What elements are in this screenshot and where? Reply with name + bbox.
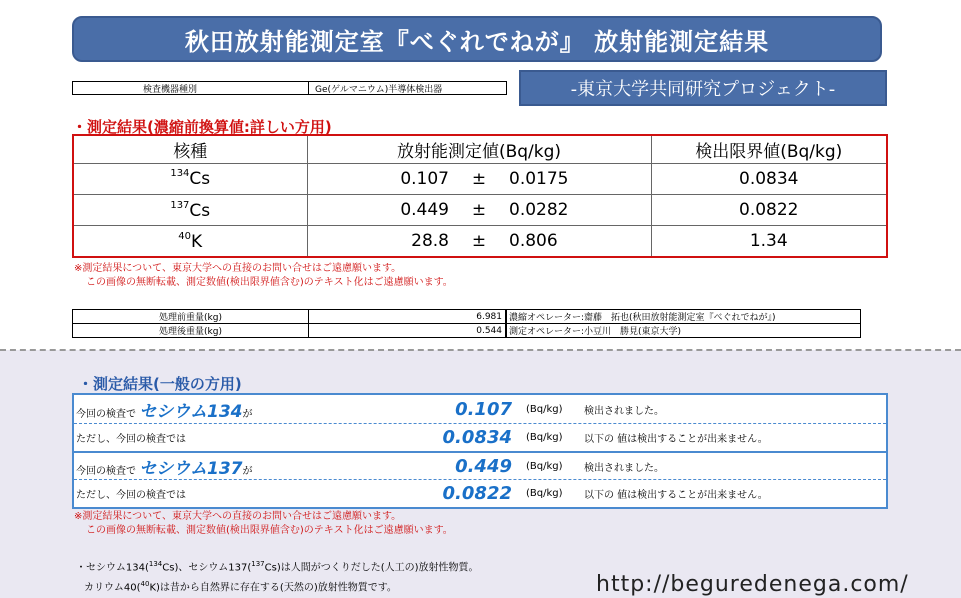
nuclide-cell — [73, 194, 307, 225]
page-title: 秋田放射能測定室『べぐれでねが』 放射能測定結果 — [72, 16, 882, 62]
activity-error: 0.0175 — [509, 168, 569, 189]
section-divider — [0, 349, 961, 351]
row-suffix: が — [242, 465, 253, 477]
list-item — [74, 423, 886, 451]
footnote-line: カリウム40($^{40}$K)は昔から自然界に存在する(天然の)放射性物質です。 — [84, 580, 397, 594]
general-unit: (Bq/kg) — [526, 488, 563, 499]
result-table — [72, 134, 888, 258]
element: Cs — [189, 169, 211, 190]
limit-cell: 1.34 — [651, 226, 887, 257]
table-row — [73, 310, 507, 324]
notice-line: ※測定結果について、東京大学への直接のお問い合せはご遠慮願います。 — [74, 511, 402, 522]
table-row — [73, 194, 887, 225]
general-value: 0.0822 — [442, 483, 512, 504]
general-value: 0.449 — [455, 455, 512, 477]
general-message: 以下の 値は検出することが出来ません。 — [584, 434, 768, 445]
activity-value: 0.449 — [400, 200, 449, 221]
project-banner: -東京大学共同研究プロジェクト- — [519, 70, 887, 106]
activity-error: 0.0282 — [509, 200, 569, 221]
notice-general — [74, 510, 453, 538]
mass-number: 134 — [170, 168, 190, 180]
activity-value: 28.8 — [411, 231, 449, 252]
weight-label: 処理前重量(kg) — [73, 310, 309, 324]
plus-minus: ± — [471, 231, 487, 252]
footnote — [76, 556, 479, 597]
nuclide-name: セシウム134 — [139, 401, 243, 422]
weight-value: 0.544 — [309, 324, 507, 338]
operator-measurement: 測定オペレーター:小豆川 勝見(東京大学) — [506, 324, 861, 338]
header-limit: 検出限界値(Bq/kg) — [651, 135, 887, 163]
notice-line: ※測定結果について、東京大学への直接のお問い合せはご遠慮願います。 — [74, 263, 402, 274]
notice-detailed — [74, 262, 453, 290]
activity-cell — [307, 163, 651, 194]
limit-cell: 0.0822 — [651, 194, 887, 225]
row-prefix: ただし、今回の検査では — [76, 434, 186, 445]
section-general-title: ・測定結果(一般の方用) — [78, 375, 242, 393]
operator-concentration: 濃縮オペレーター:齋藤 拓也(秋田放射能測定室『べぐれでねが』) — [506, 310, 861, 324]
row-suffix: が — [242, 408, 253, 420]
activity-cell — [307, 194, 651, 225]
row-prefix: 今回の検査で — [76, 465, 136, 477]
result-header-row — [73, 135, 887, 163]
general-unit: (Bq/kg) — [526, 460, 563, 472]
plus-minus: ± — [471, 168, 487, 189]
header-nuclide: 核種 — [73, 135, 307, 163]
weight-table — [72, 309, 507, 338]
list-item — [74, 451, 886, 479]
weight-value: 6.981 — [309, 310, 507, 324]
website-url: http://beguredenega.com/ — [596, 572, 909, 597]
general-message: 以下の 値は検出することが出来ません。 — [584, 490, 768, 501]
general-message: 検出されました。 — [584, 405, 664, 417]
list-item — [74, 395, 886, 423]
section-detailed-title: ・測定結果(濃縮前換算値:詳しい方用) — [72, 118, 332, 136]
detector-type-table — [72, 81, 507, 95]
limit-cell: 0.0834 — [651, 163, 887, 194]
general-value: 0.0834 — [442, 427, 512, 448]
mass-number: 137 — [170, 199, 190, 211]
plus-minus: ± — [471, 200, 487, 221]
nuclide-cell — [73, 226, 307, 257]
notice-line: この画像の無断転載、測定数値(検出限界値含む)のテキスト化はご遠慮願います。 — [86, 277, 453, 288]
operator-table — [505, 309, 861, 338]
element: Cs — [189, 200, 211, 221]
notice-line: この画像の無断転載、測定数値(検出限界値含む)のテキスト化はご遠慮願います。 — [86, 525, 453, 536]
weight-label: 処理後重量(kg) — [73, 324, 309, 338]
table-row — [506, 310, 861, 324]
activity-cell — [307, 226, 651, 257]
mass-number: 40 — [178, 230, 192, 242]
nuclide-name: セシウム137 — [139, 458, 243, 479]
general-unit: (Bq/kg) — [526, 403, 563, 415]
list-item — [74, 479, 886, 507]
header-activity: 放射能測定値(Bq/kg) — [307, 135, 651, 163]
detector-label: 検査機器種別 — [73, 82, 309, 94]
general-value: 0.107 — [455, 398, 512, 420]
table-row — [506, 324, 861, 338]
table-row — [73, 324, 507, 338]
nuclide-cell — [73, 163, 307, 194]
activity-error: 0.806 — [509, 231, 558, 252]
activity-value: 0.107 — [400, 168, 449, 189]
footnote-line: ・セシウム134($^{134}$Cs)、セシウム137($^{137}$Cs)は人間がつくりだした(人工の)放射性物質。 — [76, 560, 479, 574]
row-prefix: ただし、今回の検査では — [76, 490, 186, 501]
detector-value: Ge(ゲルマニウム)半導体検出器 — [315, 84, 443, 95]
general-message: 検出されました。 — [584, 462, 664, 474]
table-row — [73, 163, 887, 194]
general-results-box — [72, 393, 888, 509]
general-unit: (Bq/kg) — [526, 432, 563, 443]
table-row — [73, 226, 887, 257]
element: K — [191, 231, 203, 252]
row-prefix: 今回の検査で — [76, 408, 136, 420]
